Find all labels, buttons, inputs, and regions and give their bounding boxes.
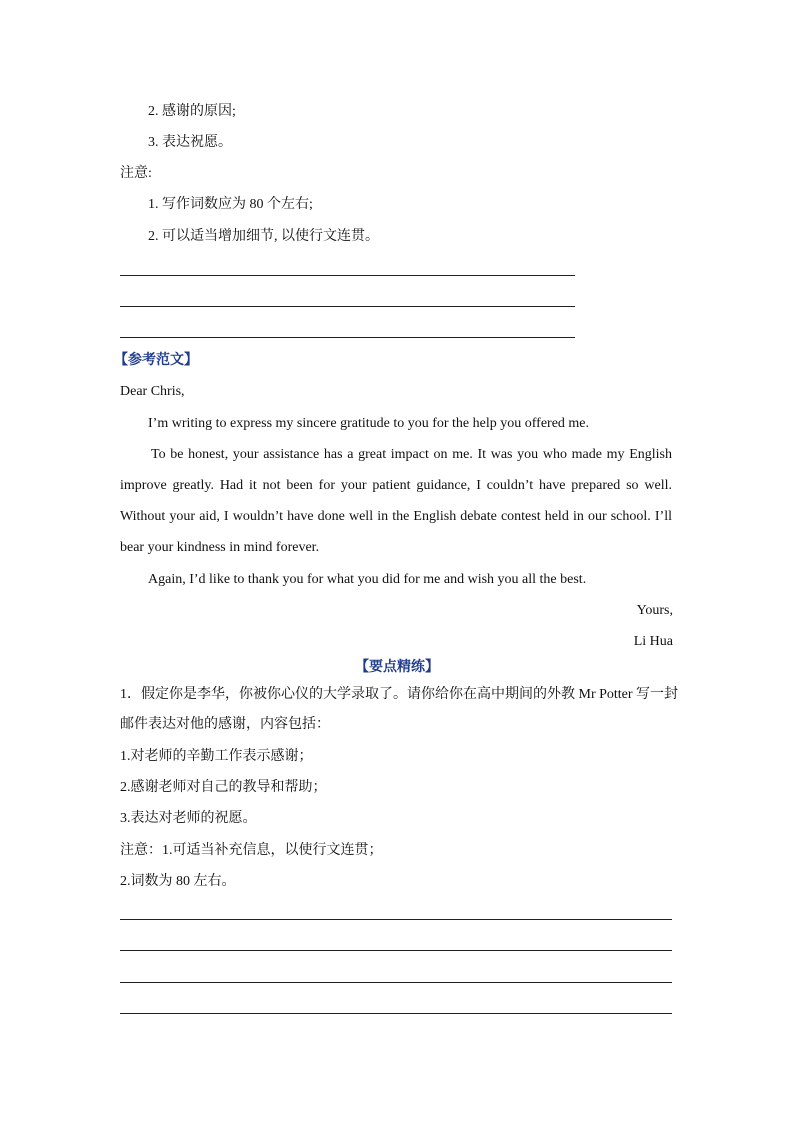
letter-signature: Li Hua bbox=[633, 634, 673, 649]
letter-paragraph-2-line-2: improve greatly. Had it not been for your patient guidance, I couldn’t have prepared so well. bbox=[120, 478, 672, 493]
practice-task-line-2: 邮件表达对他的感谢，内容包括： bbox=[120, 717, 330, 732]
answer-line bbox=[120, 919, 672, 920]
answer-line bbox=[120, 982, 672, 983]
note-item-1: 1. 写作词数应为 80 个左右; bbox=[148, 197, 313, 212]
practice-point-2: 2.感谢老师对自己的教导和帮助； bbox=[120, 780, 327, 795]
letter-paragraph-2-line-3: Without your aid, I wouldn’t have done well in the English debate contest held in our school. I’ll bbox=[120, 509, 672, 524]
writing-line bbox=[120, 306, 575, 307]
practice-heading: 【要点精练】 bbox=[355, 660, 439, 675]
sample-heading: 【参考范文】 bbox=[114, 353, 198, 368]
practice-point-1: 1.对老师的辛勤工作表示感谢； bbox=[120, 749, 313, 764]
note-item-2: 2. 可以适当增加细节, 以使行文连贯。 bbox=[148, 229, 379, 244]
requirement-item-3: 3. 表达祝愿。 bbox=[148, 135, 232, 150]
requirement-item-2: 2. 感谢的原因; bbox=[148, 104, 236, 119]
letter-paragraph-2-line-4: bear your kindness in mind forever. bbox=[120, 540, 320, 555]
practice-point-3: 3.表达对老师的祝愿。 bbox=[120, 811, 257, 826]
answer-line bbox=[120, 950, 672, 951]
letter-paragraph-3: Again, I’d like to thank you for what you did for me and wish you all the best. bbox=[148, 572, 587, 587]
letter-salutation: Dear Chris, bbox=[120, 384, 185, 399]
letter-closing: Yours, bbox=[636, 603, 673, 618]
writing-line bbox=[120, 337, 575, 338]
letter-paragraph-2-line-1: To be honest, your assistance has a great impact on me. It was you who made my English bbox=[151, 447, 672, 462]
practice-task-line-1: 1．假定你是李华，你被你心仪的大学录取了。请你给你在高中期间的外教 Mr Potter 写一封 bbox=[120, 687, 679, 702]
practice-note-1: 注意：1.可适当补充信息，以使行文连贯； bbox=[120, 843, 383, 858]
practice-note-2: 2.词数为 80 左右。 bbox=[120, 874, 236, 889]
letter-paragraph-1: I’m writing to express my sincere gratitude to you for the help you offered me. bbox=[148, 416, 590, 431]
note-label: 注意: bbox=[120, 166, 152, 181]
writing-line bbox=[120, 275, 575, 276]
answer-line bbox=[120, 1013, 672, 1014]
